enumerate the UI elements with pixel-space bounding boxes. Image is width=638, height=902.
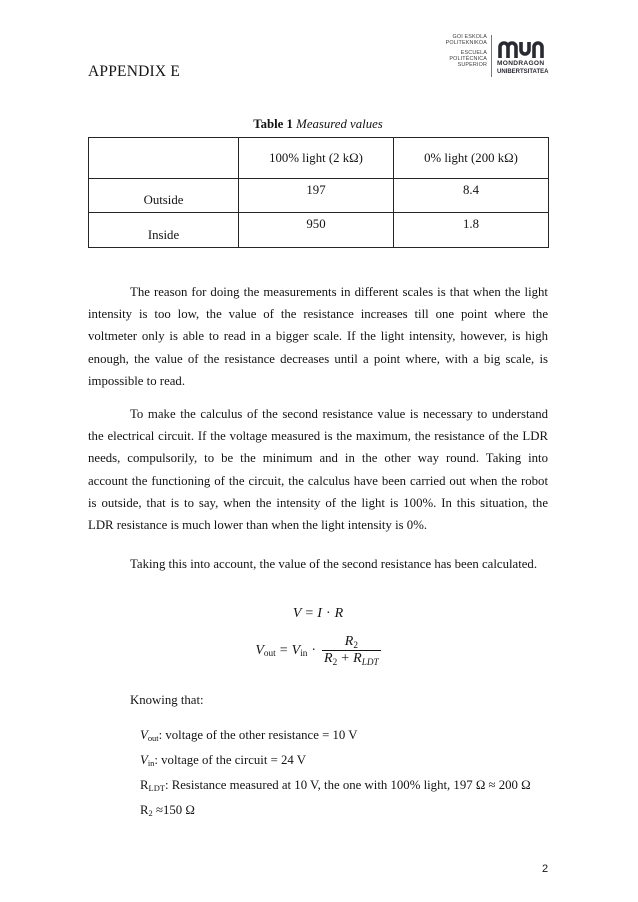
eq-variable: R (324, 651, 333, 666)
measured-values-table (88, 137, 549, 248)
eq-variable: V (291, 642, 301, 658)
logo-arch (500, 43, 516, 58)
school-name-line: POLITÉCNICA (449, 55, 487, 62)
paragraph-line: To make the calculus of the second resistance value is necessary to understand (130, 407, 548, 421)
logo-arch (534, 43, 542, 58)
table-header-row (89, 138, 549, 179)
table-cell: 1.8 (394, 213, 549, 248)
equation-voltage-divider (88, 634, 548, 667)
def-symbol: V (140, 727, 148, 742)
logo-arch (521, 42, 529, 54)
eq-variable: R (344, 634, 354, 649)
table-cell: 8.4 (394, 179, 549, 213)
brand-line: UNIBERTSITATEA (497, 69, 549, 75)
paragraph-line: is outside, that is to say, when the intensity of the light is 100%. In this situation, the (88, 495, 548, 510)
school-name-line: SUPERIOR (457, 62, 487, 69)
paragraph-line: enough, the value of the resistance decreases until a point where, with a big scale, is (88, 351, 548, 366)
brand-line: MONDRAGON (497, 60, 545, 67)
paragraph-line: account the functioning of the circuit, the calculus have been carried out when the robot (88, 473, 548, 488)
paragraph-line: voltmeter only is able to read in a bigger scale. If the light intensity, however, is high (88, 329, 548, 344)
eq-operator: · (311, 642, 317, 658)
def-subscript: in (147, 758, 155, 769)
paragraph-line: LDR resistance is much lower than when the light intensity is 0%. (88, 518, 428, 533)
eq-subscript: out (263, 648, 276, 659)
logo-divider (491, 35, 492, 77)
eq-left-side (255, 642, 320, 660)
definition-vout (140, 723, 531, 748)
definition-r2 (140, 798, 531, 823)
table-row (89, 213, 549, 248)
school-name-spanish (449, 50, 487, 69)
def-text: : voltage of the other resistance = 10 V (158, 727, 358, 742)
eq-subscript: 2 (353, 639, 358, 650)
eq-operator: = (305, 606, 314, 621)
equation-ohms-law (88, 605, 548, 623)
def-subscript: LDT (148, 783, 165, 794)
def-symbol: R (140, 777, 149, 792)
definition-vin (140, 748, 531, 773)
paragraph-line: Taking this into account, the value of the second resistance has been calculated. (130, 557, 538, 571)
fraction-denominator (322, 651, 381, 667)
table-cell: 197 (239, 179, 394, 213)
paragraph-line: the electrical circuit. If the voltage measured is the maximum, the resistance of the LDR (88, 429, 548, 444)
paragraph-line: needs, compulsorily, to be the minimum and in the other way round. Taking into (88, 451, 548, 466)
eq-subscript: in (300, 648, 308, 659)
logo-mark-icon (498, 38, 546, 58)
table-corner-cell (89, 138, 239, 179)
eq-subscript: LDT (361, 656, 379, 667)
def-text: : Resistance measured at 10 V, the one with 100% light, 197 Ω ≈ 200 Ω (164, 777, 531, 792)
page-number: 2 (541, 863, 549, 875)
table-caption-title: Measured values (296, 117, 383, 131)
eq-variable: V (255, 642, 264, 658)
def-symbol: R (140, 802, 149, 817)
row-label: Outside (89, 179, 239, 213)
paragraph-measurement-scales (88, 281, 548, 392)
paragraph-intro-calculation (88, 553, 548, 575)
paragraph-line: impossible to read. (88, 373, 186, 388)
variable-definitions (140, 723, 531, 823)
row-label: Inside (89, 213, 239, 248)
eq-operator: = (279, 642, 288, 658)
def-subscript: out (147, 733, 159, 744)
paragraph-circuit-calculus (88, 403, 548, 536)
def-text: : voltage of the circuit = 24 V (154, 752, 307, 767)
def-symbol: V (140, 752, 148, 767)
column-header: 100% light (2 kΩ) (239, 138, 394, 179)
brand-name (497, 60, 548, 76)
table-caption-label: Table 1 (253, 117, 293, 131)
eq-variable: R (334, 606, 344, 621)
eq-fraction (322, 634, 381, 667)
eq-variable: V (292, 606, 302, 621)
paragraph-line: intensity is too low, the value of the resistance increases till one point where the (88, 307, 548, 322)
eq-operator: · (325, 606, 331, 621)
fraction-numerator (341, 634, 362, 650)
school-name-basque (446, 34, 487, 47)
def-subscript: 2 (148, 808, 153, 819)
eq-operator: + (341, 651, 350, 666)
eq-subscript: 2 (332, 656, 338, 667)
school-name-line: GOI ESKOLA (452, 34, 487, 40)
paragraph-line: The reason for doing the measurements in different scales is that when the light (130, 285, 548, 299)
def-text: ≈150 Ω (152, 802, 195, 817)
school-name-line: ESCUELA (460, 49, 487, 56)
table-cell: 950 (239, 213, 394, 248)
eq-variable: R (353, 651, 362, 666)
appendix-title: APPENDIX E (88, 63, 180, 80)
table-caption (88, 116, 548, 132)
table-row (89, 179, 549, 213)
eq-variable: I (317, 606, 322, 621)
school-name-line: POLITEKNIKOA (445, 40, 487, 47)
definition-rldt (140, 773, 531, 798)
column-header: 0% light (200 kΩ) (394, 138, 549, 179)
knowing-that-label: Knowing that: (130, 693, 204, 707)
